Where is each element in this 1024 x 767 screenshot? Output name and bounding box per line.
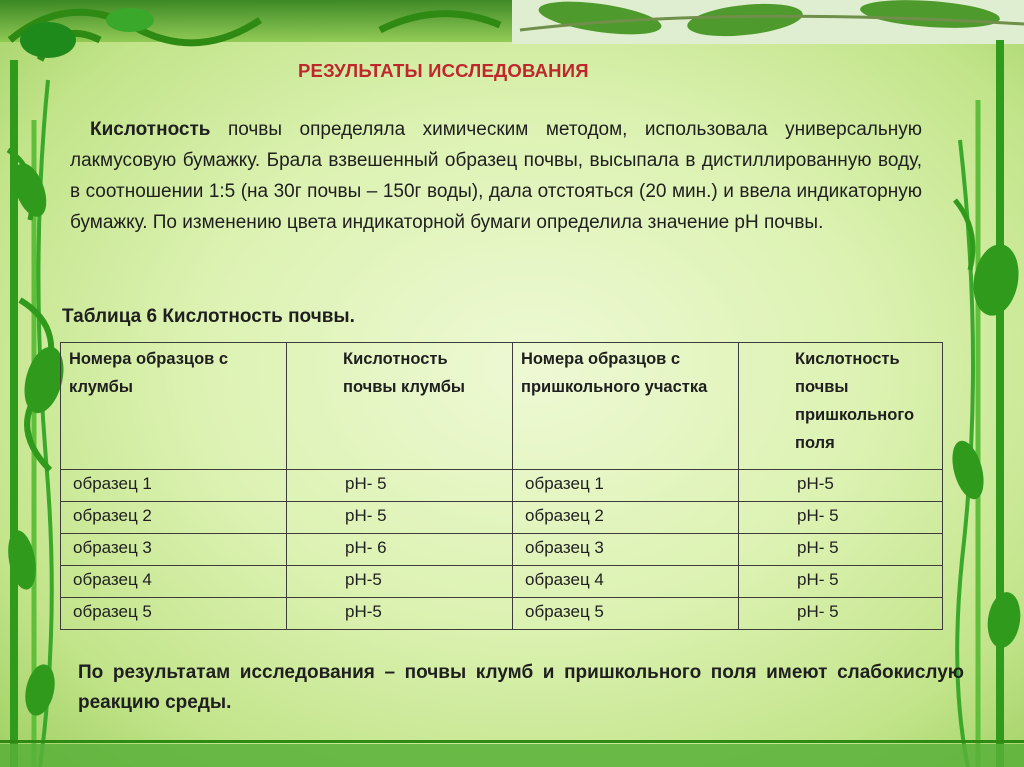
- conclusion-text: По результатам исследования – почвы клумб и пришкольного поля имеют слабокислую реакцию среды.: [78, 662, 964, 713]
- header-flowerbed-acidity: Кислотность почвы клумбы: [287, 343, 513, 470]
- cell-flowerbed-ph: pH- 5: [287, 470, 513, 502]
- cell-flowerbed-sample: образец 5: [61, 598, 287, 630]
- acidity-table: [60, 342, 943, 630]
- table-row: [61, 534, 943, 566]
- cell-school-ph: pH- 5: [739, 534, 943, 566]
- table-caption: Таблица 6 Кислотность почвы.: [62, 306, 355, 327]
- table-header-row: [61, 343, 943, 470]
- cell-school-sample: образец 1: [513, 470, 739, 502]
- cell-school-sample: образец 5: [513, 598, 739, 630]
- table-row: [61, 598, 943, 630]
- table-row: [61, 566, 943, 598]
- table-row: [61, 502, 943, 534]
- paragraph-text: почвы определяла химическим методом, использовала универсальную лакмусовую бумажку. Брала взвешенный образец почвы, высыпала в дистиллированную воду, в соотношении 1:5 (на 30г почвы – 150г воды), дала отстояться (20 мин.) и ввела индикаторную бумажку. По изменению цвета индикаторной бумаги определила значение pH почвы.: [70, 119, 922, 233]
- cell-school-sample: образец 2: [513, 502, 739, 534]
- cell-flowerbed-sample: образец 3: [61, 534, 287, 566]
- paragraph-lead: Кислотность: [90, 119, 211, 140]
- bottom-band: [0, 744, 1024, 767]
- cell-flowerbed-ph: pH-5: [287, 598, 513, 630]
- cell-school-ph: pH-5: [739, 470, 943, 502]
- table-row: [61, 470, 943, 502]
- cell-school-ph: pH- 5: [739, 566, 943, 598]
- cell-flowerbed-sample: образец 2: [61, 502, 287, 534]
- method-paragraph: [70, 114, 922, 238]
- cell-flowerbed-ph: pH- 5: [287, 502, 513, 534]
- header-flowerbed-samples: Номера образцов с клумбы: [61, 343, 287, 470]
- cell-flowerbed-sample: образец 4: [61, 566, 287, 598]
- header-school-acidity: Кислотность почвы пришкольного поля: [739, 343, 943, 470]
- cell-school-sample: образец 4: [513, 566, 739, 598]
- cell-school-ph: pH- 5: [739, 598, 943, 630]
- cell-school-sample: образец 3: [513, 534, 739, 566]
- cell-flowerbed-ph: pH-5: [287, 566, 513, 598]
- cell-flowerbed-ph: pH- 6: [287, 534, 513, 566]
- header-school-samples: Номера образцов с пришкольного участка: [513, 343, 739, 470]
- cell-school-ph: pH- 5: [739, 502, 943, 534]
- slide-title: РЕЗУЛЬТАТЫ ИССЛЕДОВАНИЯ: [298, 60, 589, 81]
- top-left-leaf-icon: [20, 22, 76, 58]
- cell-flowerbed-sample: образец 1: [61, 470, 287, 502]
